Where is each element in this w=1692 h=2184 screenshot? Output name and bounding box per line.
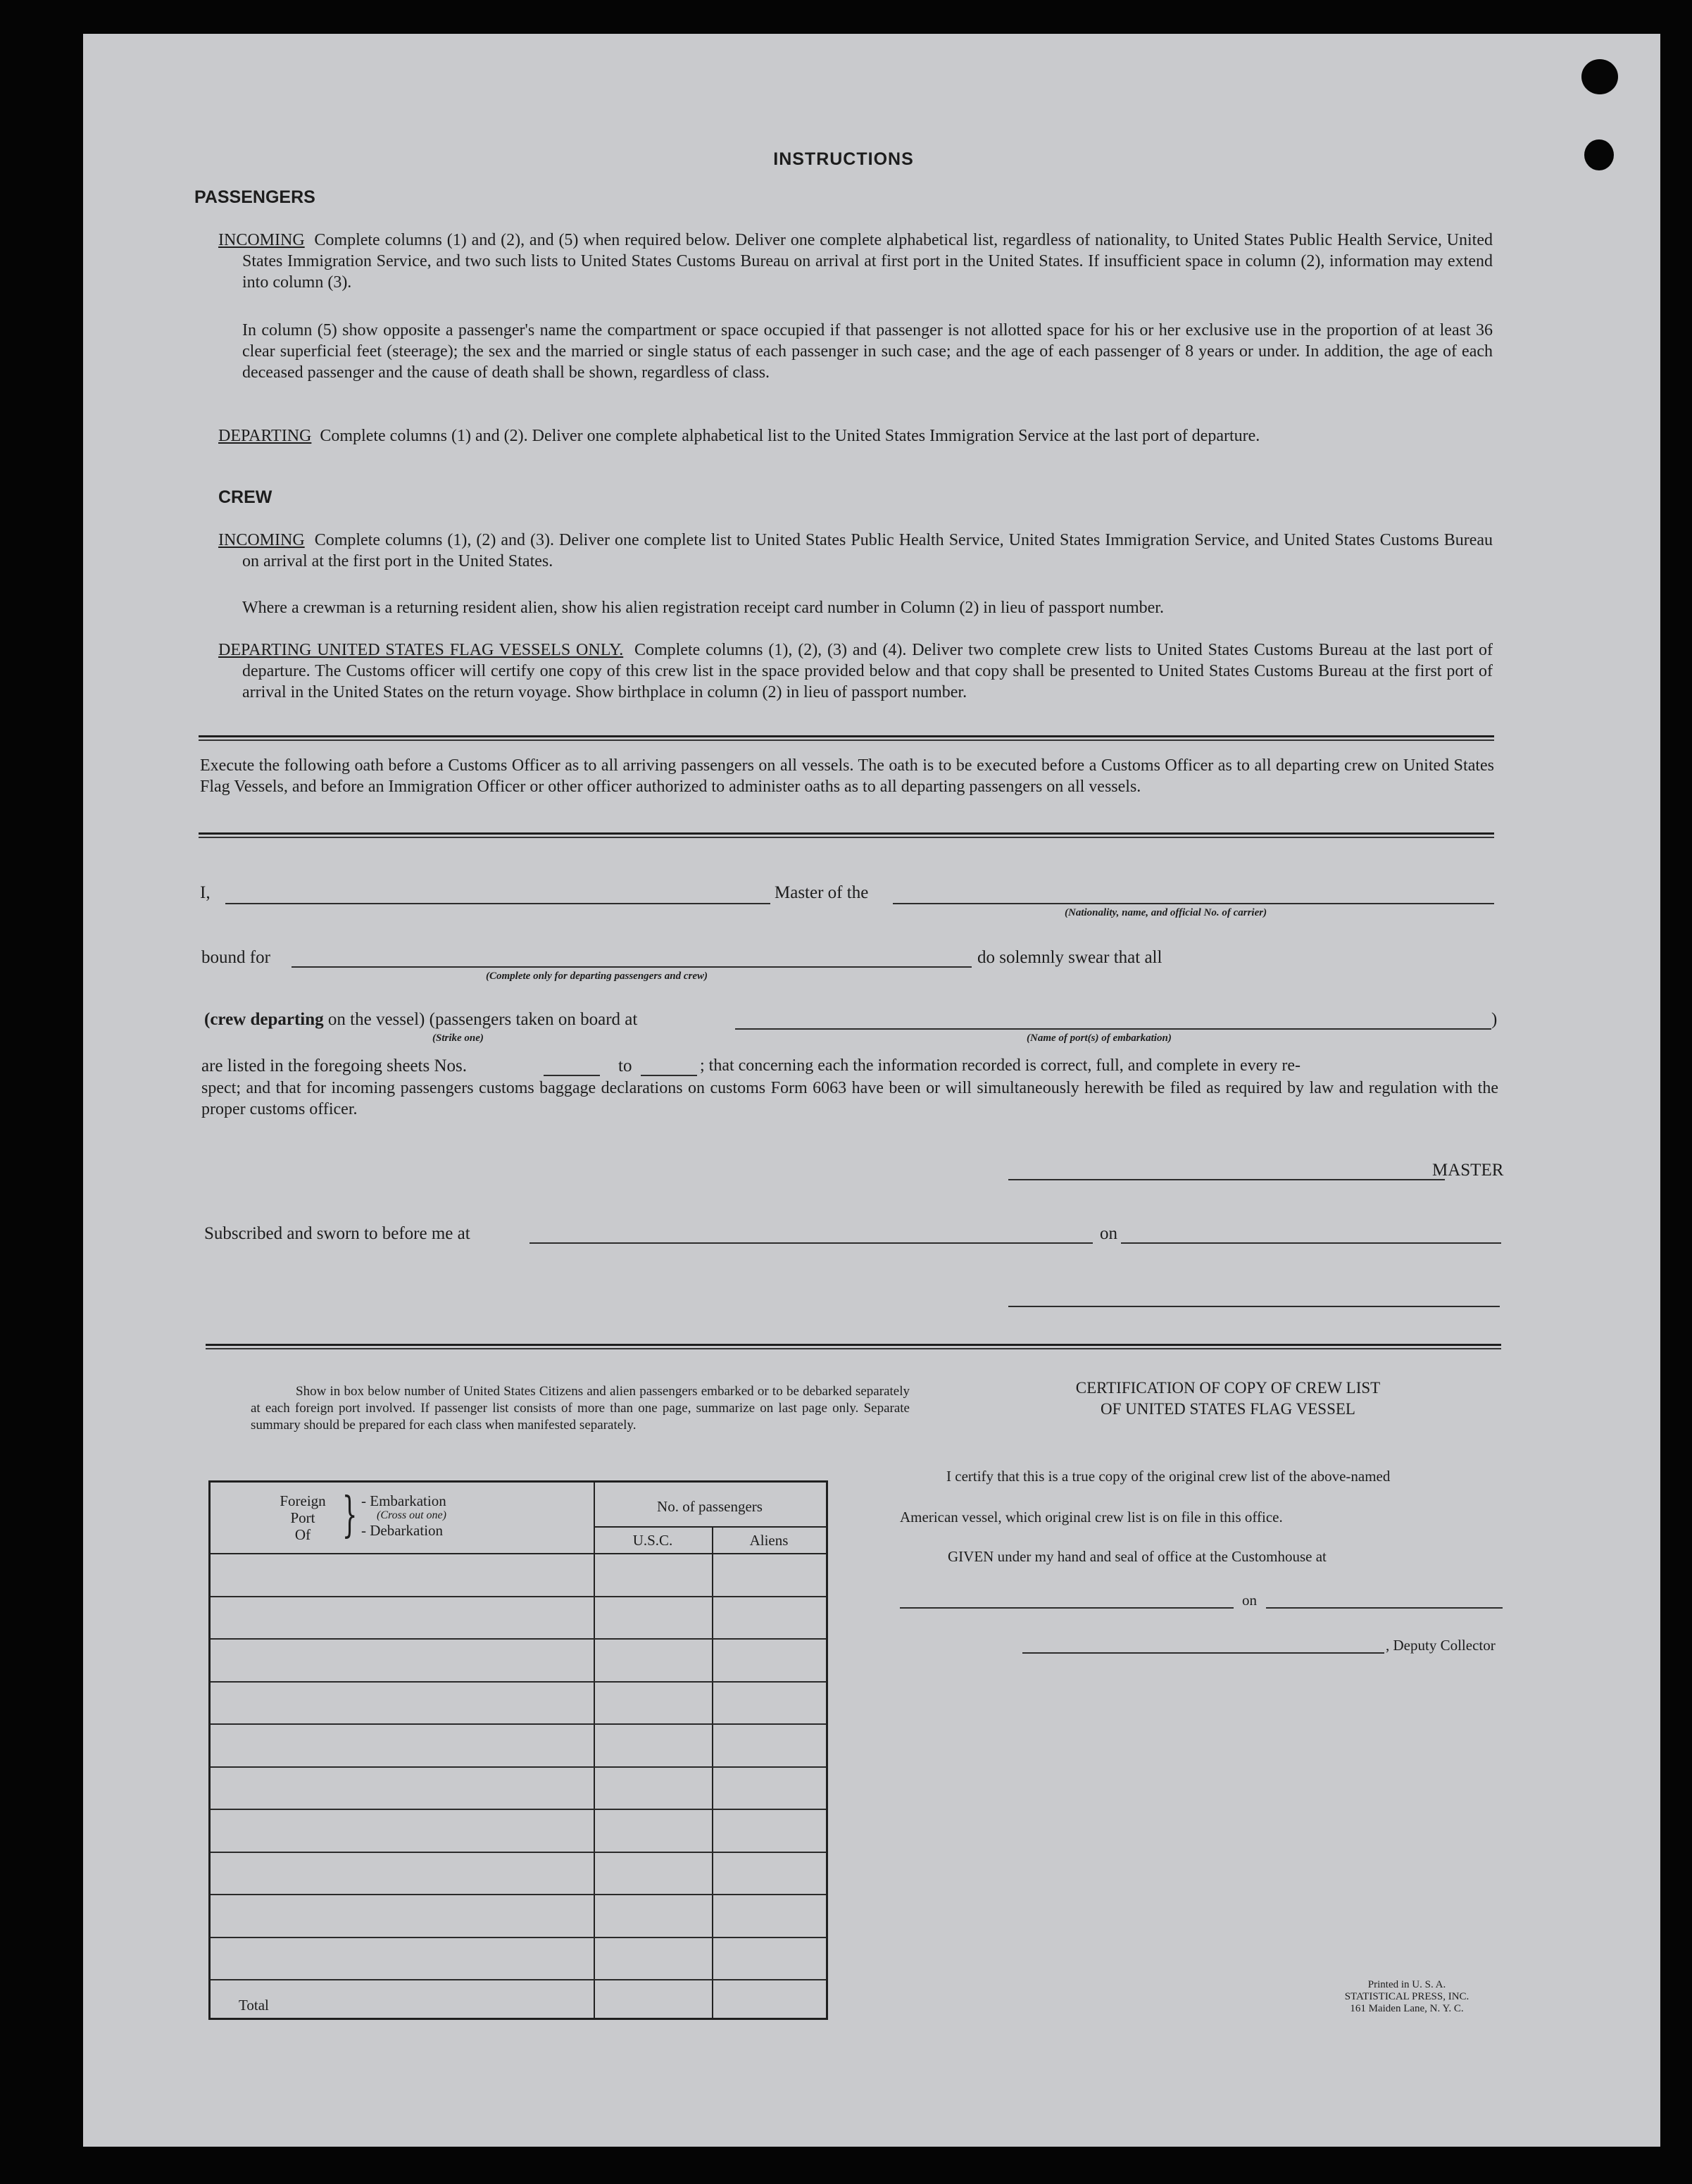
- table-row[interactable]: [211, 1894, 826, 1937]
- cert-on-label: on: [1242, 1592, 1257, 1609]
- cert-given-line: GIVEN under my hand and seal of office at the Customhouse at: [948, 1548, 1327, 1565]
- table-row[interactable]: [211, 1553, 826, 1596]
- brace-icon: }: [341, 1487, 358, 1543]
- crew-departing-text: Complete columns (1), (2), (3) and (4). Deliver two complete crew lists to United States Customs Bureau at the last port of departure. The Customs officer will certify one copy of this crew list in the space provided below and that copy shall be presented to United States Customs Bureau at the first port of arrival in the United States on the return voyage. Show birthplace in column (2) in lieu of passport number.: [242, 641, 1493, 701]
- port-label: Port: [290, 1509, 315, 1526]
- passengers-incoming-text: Complete columns (1) and (2), and (5) when required below. Deliver one complete alphabetical list, regardless of nationality, to United States Public Health Service, United States Immigration Service, and two such lists to United States Customs Bureau on arrival at first port in the United States. If insufficient space in column (2), information may extend into column (3).: [242, 231, 1493, 292]
- summary-subheader-rule: [594, 1526, 826, 1528]
- passengers-heading: PASSENGERS: [194, 187, 315, 207]
- passengers-incoming-label: INCOMING: [218, 231, 305, 249]
- swear-label: do solemnly swear that all: [977, 948, 1163, 967]
- table-row[interactable]: [211, 1596, 826, 1639]
- cert-heading-line2: OF UNITED STATES FLAG VESSEL: [1101, 1400, 1355, 1418]
- debarkation-label: - Debarkation: [361, 1522, 444, 1539]
- i-label: I,: [200, 883, 211, 902]
- crew-departing-label: DEPARTING UNITED STATES FLAG VESSELS ONLY.: [218, 641, 624, 659]
- sheets-suffix: ; that concerning each the information recorded is correct, full, and complete in every re-: [700, 1056, 1301, 1075]
- passengers-column5-paragraph: In column (5) show opposite a passenger's name the compartment or space occupied if that passenger is not allotted space for his or her exclusive use in the proportion of at least 36 clear superficial feet (steerage); the sex and the married or single status of each passenger in such case; and the age of each passenger of 8 years or under. In addition, the age of each deceased passenger and the cause of death shall be shown, regardless of class.: [242, 321, 1493, 382]
- table-row[interactable]: [211, 1723, 826, 1766]
- punch-hole-top: [1581, 59, 1618, 94]
- embark-debark-labels: [361, 1492, 446, 1539]
- subscribed-label: Subscribed and sworn to before me at: [204, 1224, 470, 1243]
- divider-1: [199, 735, 1494, 741]
- page-title: INSTRUCTIONS: [773, 149, 914, 169]
- embarkation-label: - Embarkation: [361, 1492, 446, 1509]
- passengers-incoming-paragraph: [218, 230, 1493, 293]
- passengers-departing-label: DEPARTING: [218, 427, 312, 445]
- bound-for-field[interactable]: [292, 966, 972, 968]
- sheets-to: to: [618, 1056, 632, 1075]
- summary-row-rule: [211, 1979, 826, 1980]
- table-row[interactable]: [211, 1809, 826, 1852]
- form-sheet: [83, 34, 1660, 2147]
- passengers-departing-paragraph: [218, 425, 1493, 447]
- table-row[interactable]: [211, 1681, 826, 1724]
- crew-departing-paragraph: [218, 639, 1493, 703]
- close-paren: ): [1491, 1010, 1498, 1029]
- bound-for-caption: (Complete only for departing passengers and crew): [486, 971, 708, 982]
- deputy-collector-label: , Deputy Collector: [1386, 1637, 1496, 1654]
- cert-certify-line2: American vessel, which original crew list is on file in this office.: [900, 1509, 1283, 1525]
- nationality-caption: (Nationality, name, and official No. of carrier): [1065, 907, 1267, 918]
- summary-instructions-text: Show in box below number of United States Citizens and alien passengers embarked or to be debarked separately at each foreign port involved. If passenger list consists of more than one page, summarize on last page only. Separate summary should be prepared for each class when manifested separately.: [251, 1384, 910, 1433]
- cert-place-field[interactable]: [900, 1607, 1234, 1609]
- cross-out-label: (Cross out one): [377, 1509, 446, 1521]
- summary-table: [208, 1480, 828, 2020]
- table-row[interactable]: [211, 1766, 826, 1809]
- crew-incoming-text: Complete columns (1), (2) and (3). Deliver one complete list to United States Public Health Service, United States Immigration Service, and United States Customs Bureau on arrival at the first port in the United States.: [242, 531, 1493, 570]
- sheet-to-field[interactable]: [641, 1075, 697, 1076]
- table-row[interactable]: [211, 1638, 826, 1681]
- aliens-header: Aliens: [749, 1532, 789, 1549]
- table-row[interactable]: [211, 1852, 826, 1895]
- cert-heading: [953, 1378, 1503, 1420]
- printer-line3: 161 Maiden Lane, N. Y. C.: [1350, 2003, 1464, 2014]
- printer-line1: Printed in U. S. A.: [1367, 1979, 1446, 1990]
- crew-incoming-paragraph: [218, 530, 1493, 572]
- crew-departing-bold: (crew departing: [204, 1010, 324, 1029]
- oath-intro: Execute the following oath before a Customs Officer as to all arriving passengers on all vessels. The oath is to be executed before a Customs Officer as to all departing crew on United States Flag Vessels, and before an Immigration Officer or other officer authorized to administer oaths as to all departing passengers on all vessels.: [200, 756, 1494, 796]
- summary-instructions: [251, 1383, 910, 1434]
- strike-caption: (Strike one): [432, 1032, 484, 1044]
- master-of-label: Master of the: [775, 883, 869, 902]
- bound-for-label: bound for: [201, 948, 270, 967]
- sheets-prefix: are listed in the foregoing sheets Nos.: [201, 1056, 467, 1075]
- cert-date-field[interactable]: [1266, 1607, 1503, 1609]
- master-name-field[interactable]: [225, 903, 770, 904]
- sheet-from-field[interactable]: [544, 1075, 600, 1076]
- crew-incoming-label: INCOMING: [218, 531, 305, 549]
- master-label: MASTER: [1432, 1161, 1504, 1180]
- crew-departing-line: [204, 1010, 637, 1030]
- no-passengers-label: No. of passengers: [657, 1498, 763, 1515]
- of-label: Of: [294, 1526, 311, 1543]
- deputy-signature-field[interactable]: [1022, 1652, 1384, 1654]
- sworn-date-field[interactable]: [1121, 1242, 1501, 1244]
- foreign-label: Foreign: [280, 1492, 326, 1509]
- foreign-port-label: [271, 1492, 334, 1543]
- cert-heading-line1: CERTIFICATION OF COPY OF CREW LIST: [1075, 1379, 1381, 1397]
- passengers-departing-text: Complete columns (1) and (2). Deliver one complete alphabetical list to the United States Immigration Service at the last port of departure.: [320, 427, 1260, 445]
- printer-line2: STATISTICAL PRESS, INC.: [1344, 1991, 1469, 2002]
- printer-imprint: [1301, 1979, 1512, 2015]
- master-signature-field[interactable]: [1008, 1179, 1445, 1180]
- oath-continuation: spect; and that for incoming passengers customs baggage declarations on customs Form 6063 have been or will simultaneously herewith be filed as required by law and regulation with the proper customs officer.: [201, 1079, 1498, 1118]
- crew-resident-paragraph: Where a crewman is a returning resident alien, show his alien registration receipt card number in Column (2) in lieu of passport number.: [242, 599, 1164, 617]
- total-label: Total: [239, 1997, 269, 2014]
- carrier-field[interactable]: [893, 903, 1494, 904]
- officer-signature-field[interactable]: [1008, 1306, 1500, 1307]
- ports-field[interactable]: [735, 1028, 1491, 1030]
- crew-departing-rest: on the vessel) (passengers taken on board at: [327, 1010, 638, 1029]
- divider-2: [199, 832, 1494, 838]
- sworn-on-label: on: [1100, 1224, 1117, 1243]
- crew-heading: CREW: [218, 487, 272, 507]
- divider-3: [206, 1344, 1501, 1349]
- table-row[interactable]: [211, 1937, 826, 1980]
- ports-caption: (Name of port(s) of embarkation): [1027, 1032, 1172, 1044]
- sworn-place-field[interactable]: [529, 1242, 1093, 1244]
- cert-certify-line1: I certify that this is a true copy of the original crew list of the above-named: [946, 1468, 1391, 1485]
- usc-header: U.S.C.: [632, 1532, 673, 1549]
